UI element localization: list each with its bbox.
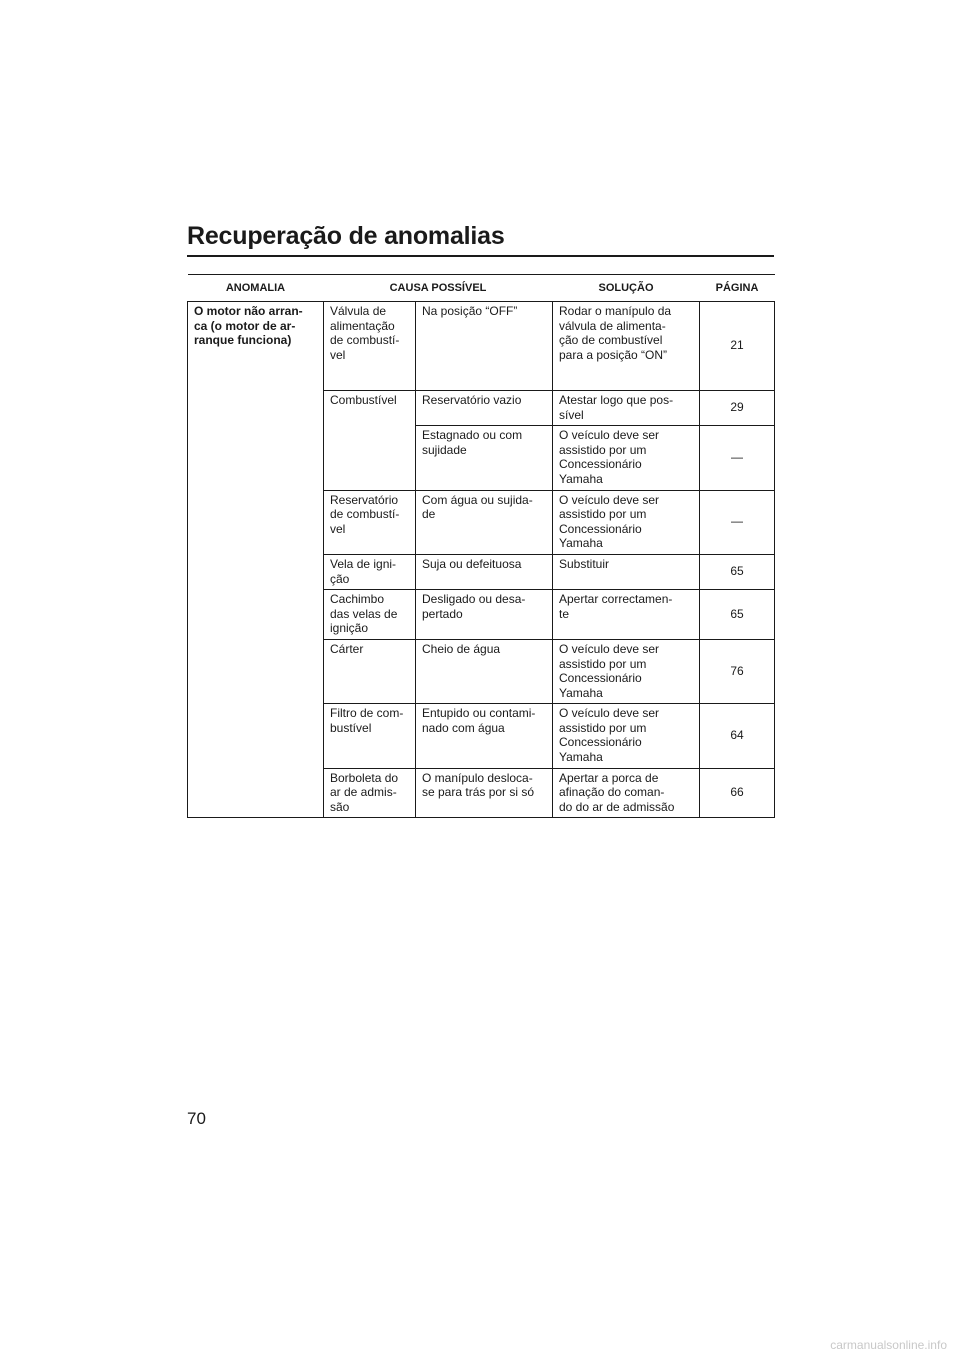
cause-detail-cell: Com água ou sujida- de [416, 490, 553, 554]
solution-cell: Rodar o manípulo da válvula de alimenta- ção de combustível para a posição “ON” [553, 302, 700, 391]
page-cell: — [700, 490, 775, 554]
header-cause: CAUSA POSSÍVEL [324, 275, 553, 302]
table-header-row [188, 275, 775, 302]
cause-main-cell: Combustível [324, 391, 416, 491]
cause-detail-cell: Entupido ou contami- nado com água [416, 704, 553, 768]
solution-cell: Apertar a porca de afinação do coman- do do ar de admissão [553, 768, 700, 818]
header-anomaly: ANOMALIA [188, 275, 324, 302]
cause-detail-cell: Reservatório vazio [416, 391, 553, 426]
header-page: PÁGINA [700, 275, 775, 302]
solution-cell: Apertar correctamen- te [553, 590, 700, 640]
page-cell: — [700, 426, 775, 490]
troubleshooting-table [187, 274, 775, 818]
cause-detail-cell: Suja ou defeituosa [416, 554, 553, 589]
solution-cell: Substituir [553, 554, 700, 589]
page-cell: 64 [700, 704, 775, 768]
cause-main-cell: Vela de igni- ção [324, 554, 416, 589]
solution-cell: O veículo deve ser assistido por um Concessionário Yamaha [553, 426, 700, 490]
page-title: Recuperação de anomalias [187, 222, 505, 250]
page-number: 70 [187, 1109, 206, 1128]
cause-main-cell: Reservatório de combustí- vel [324, 490, 416, 554]
page-cell: 76 [700, 639, 775, 703]
page-cell: 66 [700, 768, 775, 818]
cause-main-cell: Cárter [324, 639, 416, 703]
solution-cell: O veículo deve ser assistido por um Concessionário Yamaha [553, 490, 700, 554]
cause-main-cell: Válvula de alimentação de combustí- vel [324, 302, 416, 391]
anomaly-cell: O motor não arran- ca (o motor de ar- ranque funciona) [188, 302, 324, 818]
solution-cell: O veículo deve ser assistido por um Concessionário Yamaha [553, 704, 700, 768]
header-solution: SOLUÇÃO [553, 275, 700, 302]
cause-detail-cell: Estagnado ou com sujidade [416, 426, 553, 490]
cause-detail-cell: Na posição “OFF” [416, 302, 553, 391]
title-rule [187, 255, 774, 257]
page-cell: 29 [700, 391, 775, 426]
cause-main-cell: Filtro de com- bustível [324, 704, 416, 768]
solution-cell: Atestar logo que pos- sível [553, 391, 700, 426]
table-row [188, 302, 775, 391]
cause-detail-cell: Cheio de água [416, 639, 553, 703]
cause-detail-cell: Desligado ou desa- pertado [416, 590, 553, 640]
cause-main-cell: Borboleta do ar de admis- são [324, 768, 416, 818]
solution-cell: O veículo deve ser assistido por um Concessionário Yamaha [553, 639, 700, 703]
page-cell: 65 [700, 554, 775, 589]
cause-main-cell: Cachimbo das velas de ignição [324, 590, 416, 640]
page-cell: 21 [700, 302, 775, 391]
page-cell: 65 [700, 590, 775, 640]
cause-detail-cell: O manípulo desloca- se para trás por si só [416, 768, 553, 818]
watermark-text: carmanualsonline.info [830, 1338, 947, 1352]
